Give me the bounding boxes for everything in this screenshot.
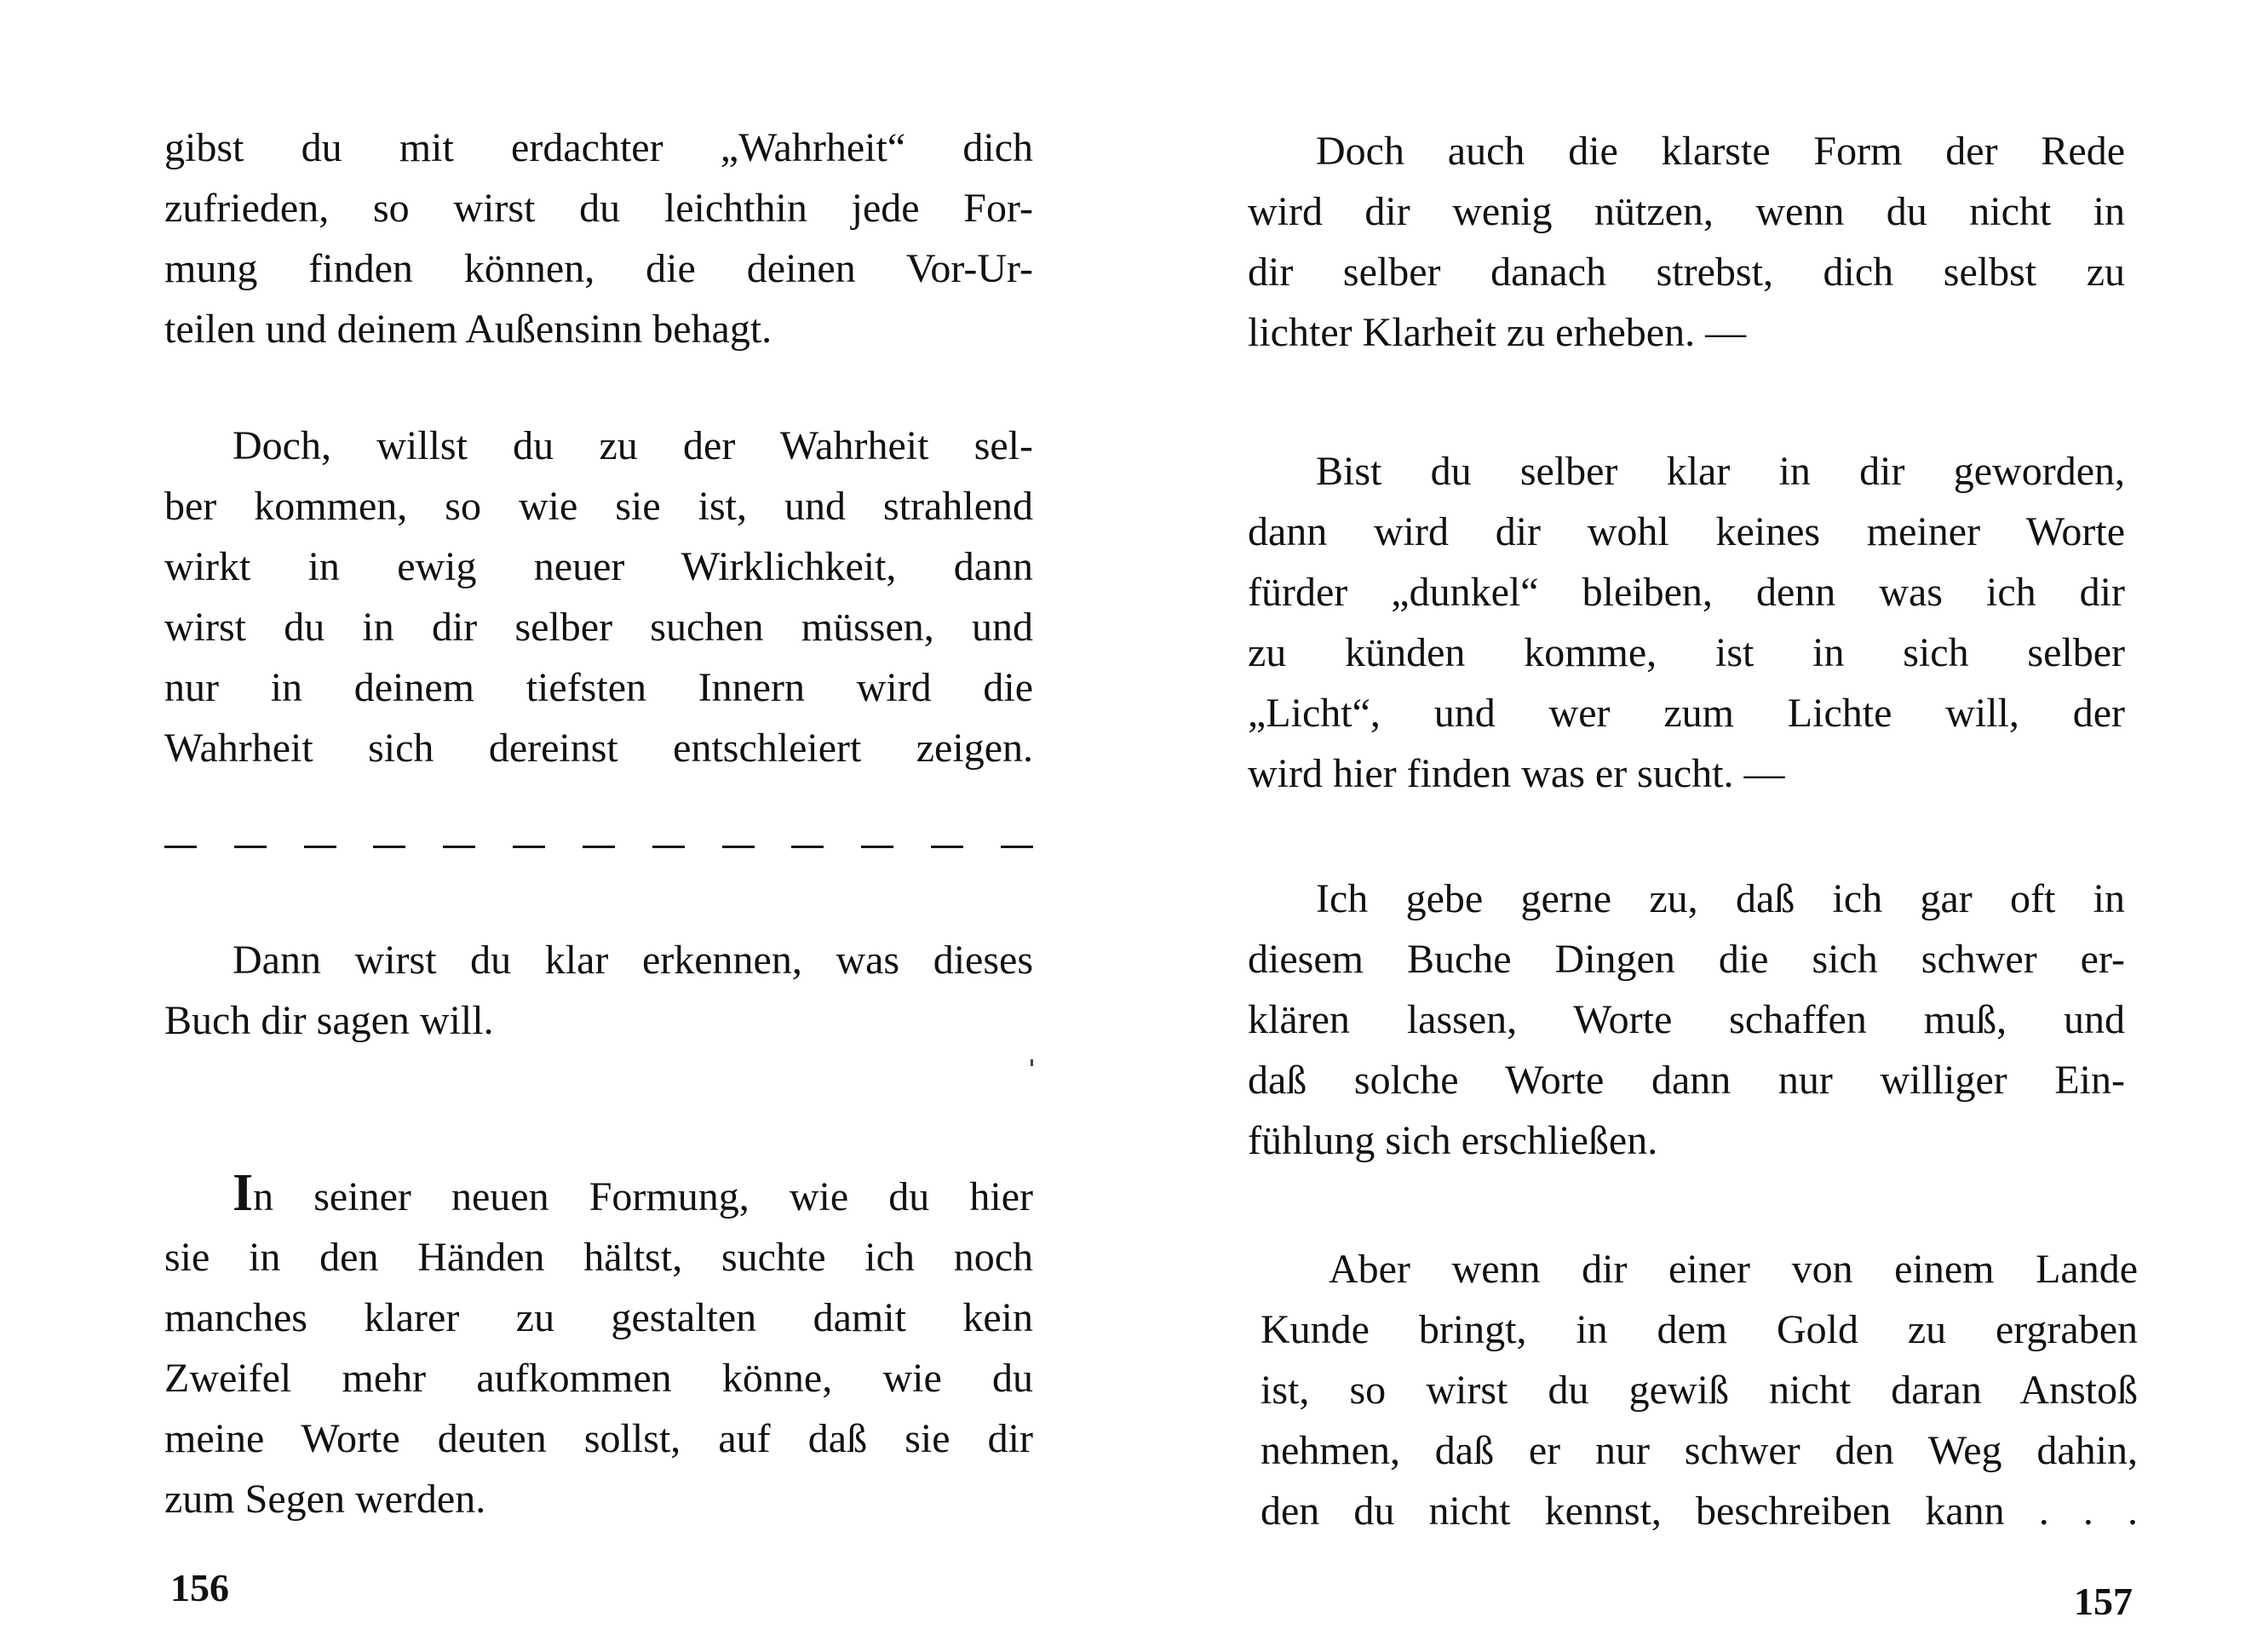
text-line: „Licht“, und wer zum Lichte will, der: [1248, 691, 2125, 736]
text-line: Wahrheit sich dereinst entschleiert zeigen.: [164, 726, 1033, 771]
initial-letter: I: [233, 1164, 254, 1222]
text-line: Bist du selber klar in dir geworden,: [1316, 449, 2125, 494]
text-line: diesem Buche Dingen die sich schwer er-: [1248, 937, 2125, 982]
dashed-separator: [164, 838, 1033, 855]
right-paragraph-1: [1248, 121, 2125, 363]
text-line: teilen und deinem Außensinn behagt.: [164, 307, 772, 352]
text-line: klären lassen, Worte schaffen muß, und: [1248, 997, 2125, 1042]
text-line: Zweifel mehr aufkommen könne, wie du: [164, 1356, 1033, 1401]
print-speck: [1031, 1059, 1033, 1066]
text-line: Aber wenn dir einer von einem Lande: [1329, 1247, 2138, 1292]
text-line: mung finden können, die deinen Vor-Ur-: [164, 246, 1033, 291]
text-line: meine Worte deuten sollst, auf daß sie dir: [164, 1416, 1033, 1461]
text-line: Doch, willst du zu der Wahrheit sel-: [233, 423, 1033, 468]
text-line: wird hier finden was er sucht. —: [1248, 751, 1785, 796]
text-line: Ich gebe gerne zu, daß ich gar oft in: [1316, 876, 2125, 921]
left-paragraph-2: [164, 416, 1033, 778]
text-line: dir selber danach strebst, dich selbst zu: [1248, 250, 2125, 295]
left-page: [0, 0, 1128, 1652]
left-paragraph-1: [164, 118, 1033, 359]
text-line: dann wird dir wohl keines meiner Worte: [1248, 509, 2125, 554]
text-line: wirkt in ewig neuer Wirklichkeit, dann: [164, 544, 1033, 589]
text-line: fürder „dunkel“ bleiben, denn was ich dir: [1248, 570, 2125, 615]
text-line: lichter Klarheit zu erheben. —: [1248, 310, 1747, 355]
text-line: nehmen, daß er nur schwer den Weg dahin,: [1261, 1428, 2138, 1473]
left-paragraph-3: [164, 930, 1033, 1051]
text-line: wird dir wenig nützen, wenn du nicht in: [1248, 189, 2125, 234]
text-line: Dann wirst du klar erkennen, was dieses: [233, 938, 1033, 983]
right-page: [1128, 0, 2257, 1652]
text-line: zu künden komme, ist in sich selber: [1248, 630, 2125, 675]
page-number-left: 156: [170, 1566, 229, 1609]
text-line: fühlung sich erschließen.: [1248, 1118, 1658, 1163]
text-line: Doch auch die klarste Form der Rede: [1316, 129, 2125, 174]
text-line: manches klarer zu gestalten damit kein: [164, 1295, 1033, 1340]
text-line: Kunde bringt, in dem Gold zu ergraben: [1261, 1307, 2138, 1352]
text-line: sie in den Händen hältst, suchte ich noch: [164, 1235, 1033, 1280]
first-line-rest: n seiner neuen Formung, wie du hier: [253, 1174, 1033, 1219]
text-line: [164, 1164, 1033, 1227]
right-paragraph-4: [1261, 1239, 2138, 1541]
right-paragraph-2: [1248, 441, 2125, 804]
text-line: zum Segen werden.: [164, 1477, 486, 1522]
text-line: daß solche Worte dann nur williger Ein-: [1248, 1058, 2125, 1103]
right-paragraph-3: [1248, 869, 2125, 1171]
text-line: den du nicht kennst, beschreiben kann . . .: [1261, 1489, 2138, 1534]
text-line: nur in deinem tiefsten Innern wird die: [164, 665, 1033, 710]
left-paragraph-4: [164, 1164, 1033, 1529]
text-line: Buch dir sagen will.: [164, 998, 494, 1043]
text-line: wirst du in dir selber suchen müssen, und: [164, 605, 1033, 650]
text-line: zufrieden, so wirst du leichthin jede For-: [164, 186, 1033, 231]
text-line: ist, so wirst du gewiß nicht daran Anstoß: [1261, 1368, 2138, 1413]
text-line: ber kommen, so wie sie ist, und strahlend: [164, 484, 1033, 529]
page-number-right: 157: [2074, 1580, 2133, 1623]
text-line: gibst du mit erdachter „Wahrheit“ dich: [164, 125, 1033, 170]
